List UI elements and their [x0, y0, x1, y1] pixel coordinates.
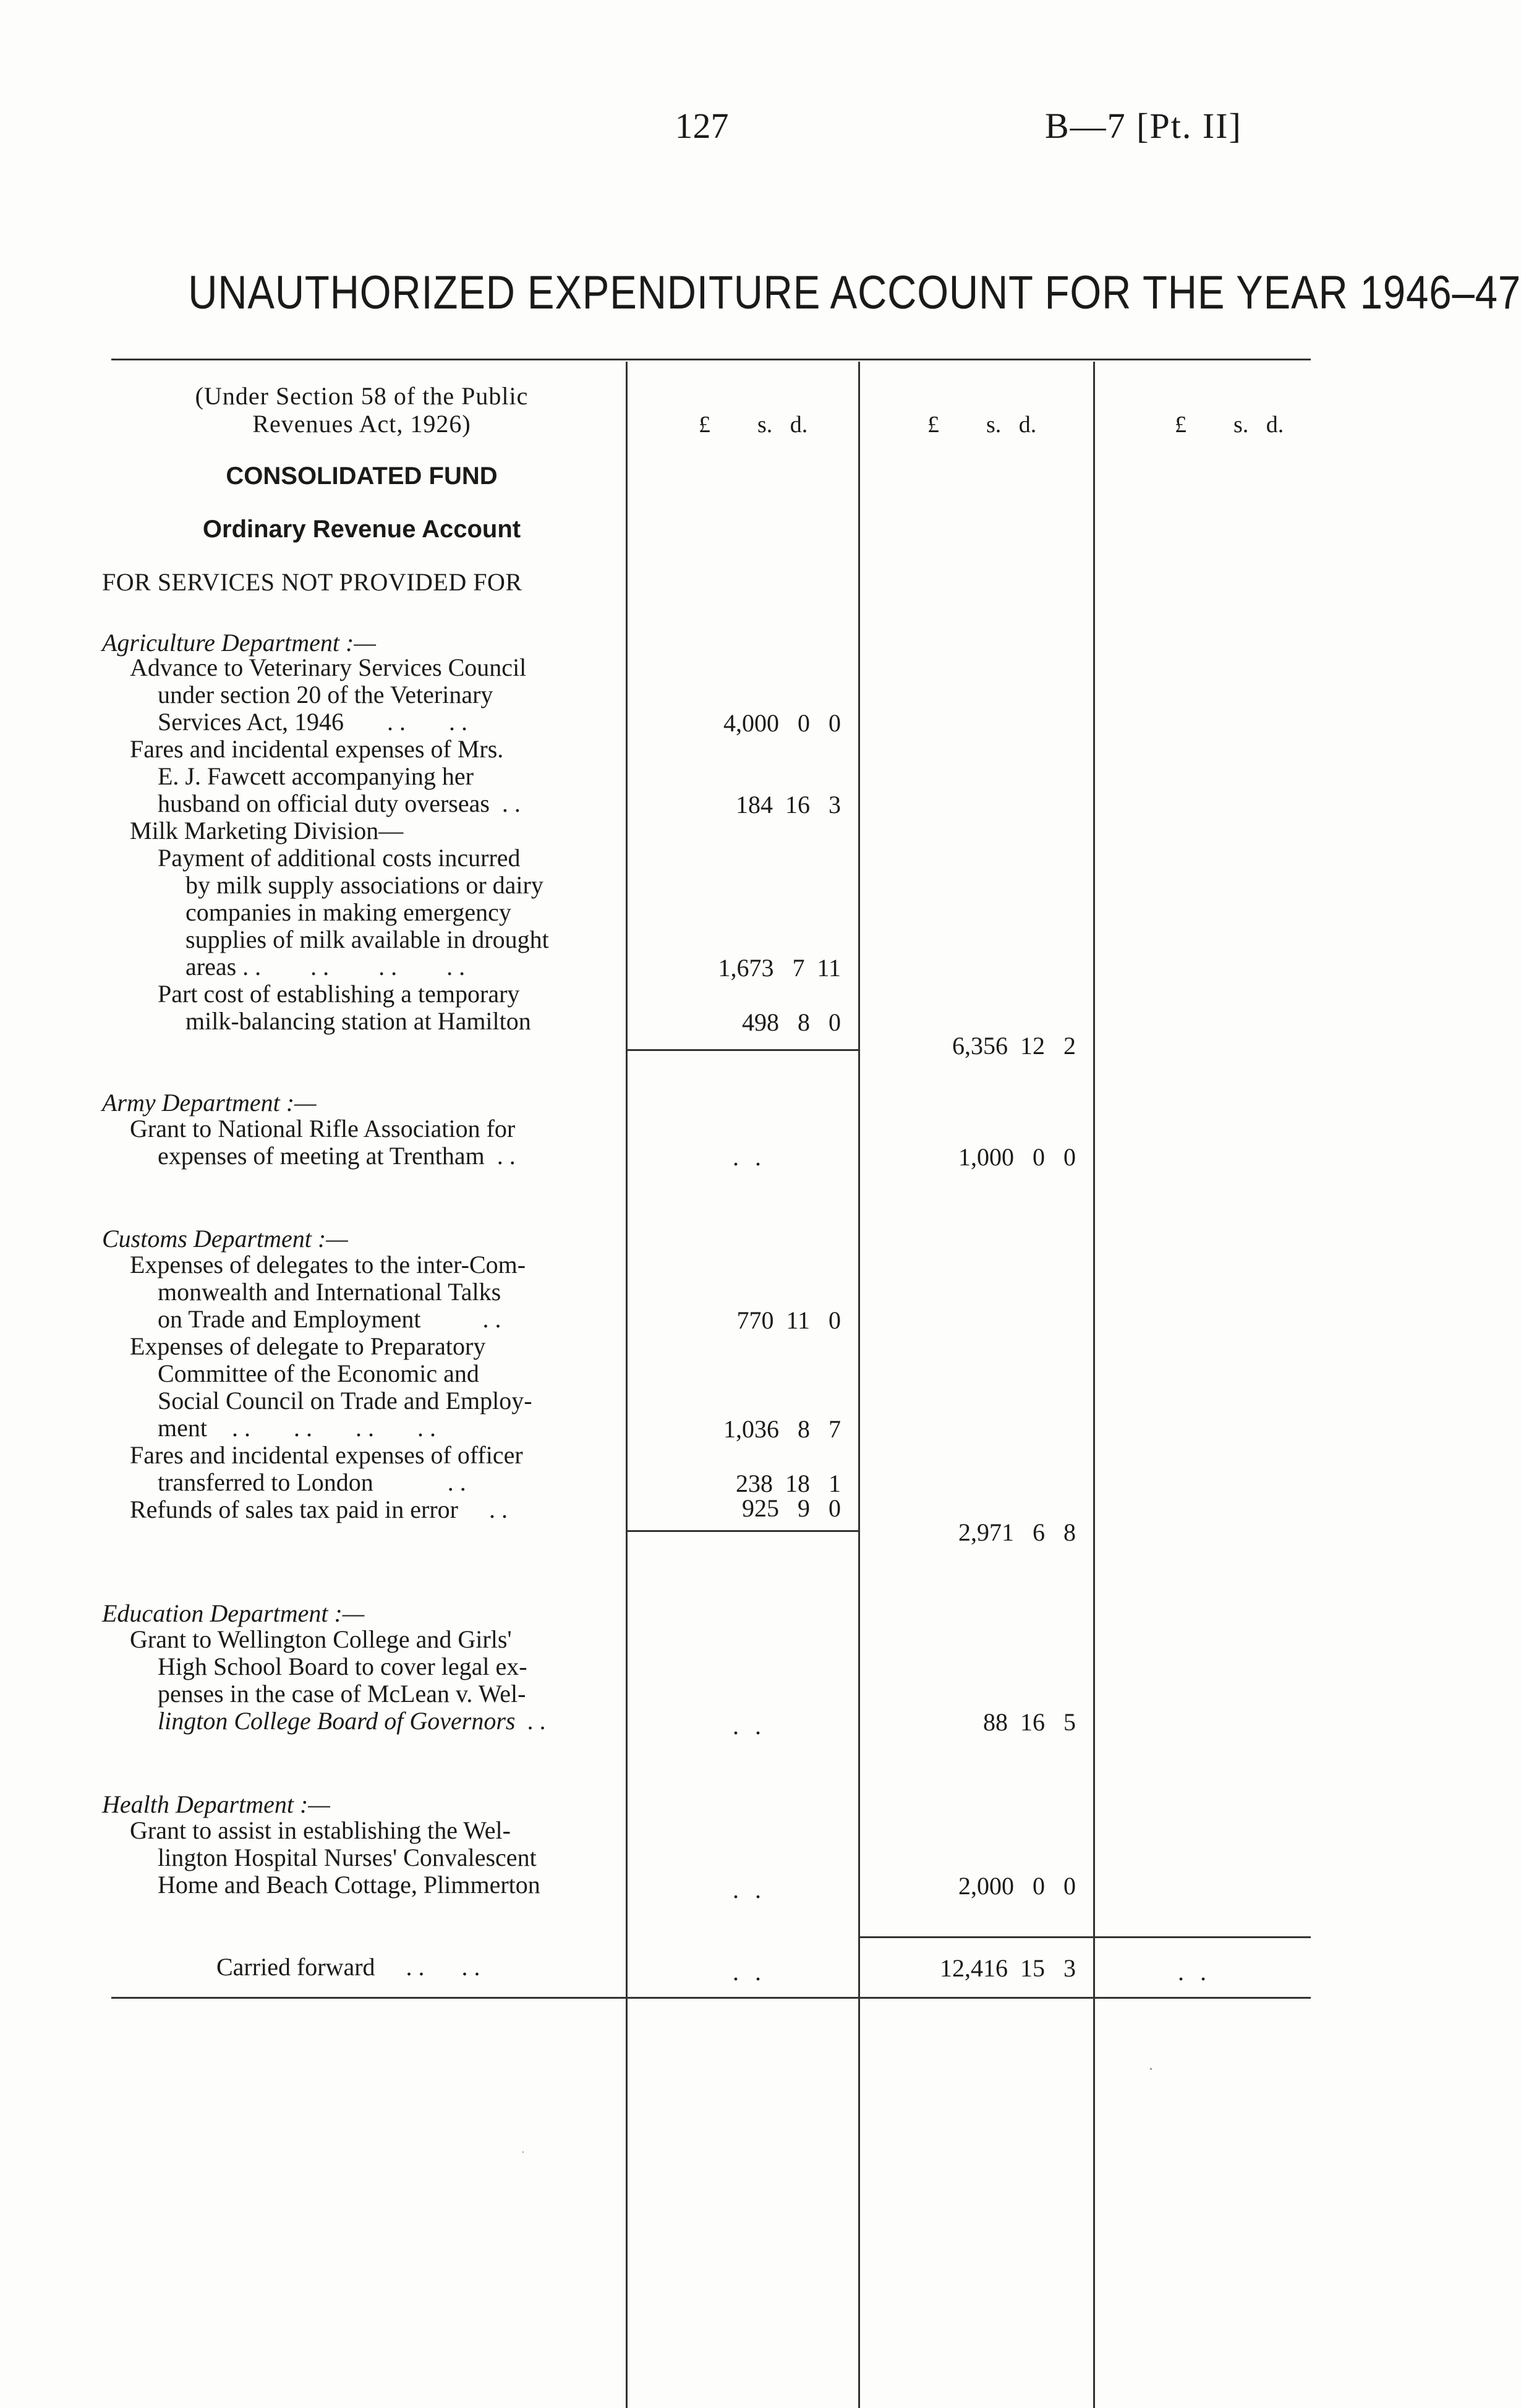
list-item: ment . . . . . . . .: [158, 1414, 436, 1442]
list-item: Expenses of delegate to Preparatory: [130, 1332, 486, 1360]
list-item: lington College Board of Governors . .: [158, 1707, 547, 1735]
list-item: Grant to National Rifle Association for: [130, 1115, 516, 1142]
column-divider-1: [626, 362, 628, 2408]
account-heading: Ordinary Revenue Account: [202, 516, 521, 543]
services-heading: FOR SERVICES NOT PROVIDED FOR: [102, 568, 522, 596]
list-item: Expenses of delegates to the inter-Com-: [130, 1251, 526, 1278]
list-item: Payment of additional costs incurred: [158, 844, 521, 872]
list-item: Services Act, 1946 . . . .: [158, 708, 468, 736]
col2-total-rule: [860, 1936, 1093, 1938]
list-item: E. J. Fawcett accompanying her: [158, 762, 474, 790]
list-item: lington Hospital Nurses' Convalescent: [158, 1844, 537, 1871]
amount-cell: 498 8 0: [742, 1008, 841, 1036]
document-reference: B—7 [Pt. II]: [1045, 106, 1242, 146]
list-item: Part cost of establishing a temporary: [158, 980, 520, 1008]
total-cell: 2,971 6 8: [958, 1518, 1076, 1546]
amount-cell: 238 18 1: [736, 1470, 841, 1497]
carried-forward-col3: . .: [1178, 1958, 1211, 1986]
list-item: Grant to assist in establishing the Wel-: [130, 1816, 511, 1844]
list-item: Committee of the Economic and: [158, 1359, 479, 1387]
customs-subtotal-rule: [628, 1530, 858, 1532]
list-item: Refunds of sales tax paid in error . .: [130, 1495, 508, 1523]
empty-cell: . .: [733, 1712, 766, 1740]
agriculture-subtotal-rule: [628, 1049, 858, 1051]
list-item: Milk Marketing Division—: [130, 817, 404, 845]
page-title: UNAUTHORIZED EXPENDITURE ACCOUNT FOR THE YEAR 1946–47: [188, 266, 1521, 319]
list-item: supplies of milk available in drought: [185, 925, 549, 953]
list-item: areas . . . . . . . .: [185, 953, 466, 981]
scan-speck: [1150, 2068, 1152, 2070]
list-item: Fares and incidental expenses of Mrs.: [130, 735, 504, 763]
amount-cell: 770 11 0: [736, 1306, 841, 1334]
empty-cell: . .: [733, 1143, 766, 1171]
column-header-2: £ s. d.: [927, 412, 1037, 438]
army-heading: Army Department :—: [102, 1089, 317, 1117]
table-bottom-rule-visible: [111, 1997, 1311, 1999]
amount-cell: 1,673 7 11: [718, 954, 841, 982]
table-top-rule: [111, 359, 1311, 360]
list-item: transferred to London . .: [158, 1468, 466, 1496]
list-item: Social Council on Trade and Employ-: [158, 1387, 532, 1415]
list-item: Grant to Wellington College and Girls': [130, 1625, 512, 1653]
authority-line-2: Revenues Act, 1926): [252, 410, 471, 438]
total-cell: 2,000 0 0: [958, 1872, 1076, 1900]
empty-cell: . .: [733, 1876, 766, 1904]
list-item: Home and Beach Cottage, Plimmerton: [158, 1871, 540, 1899]
list-item: monwealth and International Talks: [158, 1278, 501, 1306]
carried-forward-label: Carried forward . . . .: [216, 1953, 480, 1981]
education-heading: Education Department :—: [102, 1599, 365, 1627]
column-header-1: £ s. d.: [699, 412, 808, 438]
customs-heading: Customs Department :—: [102, 1225, 348, 1253]
list-item: milk-balancing station at Hamilton: [185, 1007, 531, 1035]
amount-cell: 184 16 3: [736, 791, 841, 819]
list-item: penses in the case of McLean v. Wel-: [158, 1680, 526, 1708]
column-header-3: £ s. d.: [1175, 412, 1284, 438]
carried-forward-total: 12,416 15 3: [940, 1954, 1076, 1982]
agriculture-heading: Agriculture Department :—: [102, 629, 376, 657]
amount-cell: 925 9 0: [742, 1494, 841, 1522]
list-item: Fares and incidental expenses of officer: [130, 1441, 523, 1469]
list-item: Advance to Veterinary Services Council: [130, 653, 527, 681]
list-item: companies in making emergency: [185, 898, 511, 926]
list-item: High School Board to cover legal ex-: [158, 1653, 527, 1680]
amount-cell: 4,000 0 0: [723, 709, 841, 737]
total-cell: 6,356 12 2: [952, 1032, 1076, 1060]
list-item: on Trade and Employment . .: [158, 1305, 501, 1333]
fund-heading: CONSOLIDATED FUND: [226, 462, 498, 490]
authority-line-1: (Under Section 58 of the Public: [195, 382, 529, 410]
page-number: 127: [675, 106, 729, 146]
list-item: by milk supply associations or dairy: [185, 871, 543, 899]
column-divider-3: [1093, 362, 1095, 2408]
column-divider-2: [858, 362, 860, 2408]
total-cell: 88 16 5: [983, 1708, 1076, 1736]
amount-cell: 1,036 8 7: [723, 1415, 841, 1443]
health-heading: Health Department :—: [102, 1790, 330, 1818]
col3-top-rule: [1095, 1936, 1311, 1938]
scan-speck: [522, 2151, 524, 2153]
total-cell: 1,000 0 0: [958, 1143, 1076, 1171]
list-item: expenses of meeting at Trentham . .: [158, 1142, 516, 1170]
carried-forward-col1: . .: [733, 1958, 766, 1986]
list-item: husband on official duty overseas . .: [158, 789, 521, 817]
list-item: under section 20 of the Veterinary: [158, 681, 493, 708]
